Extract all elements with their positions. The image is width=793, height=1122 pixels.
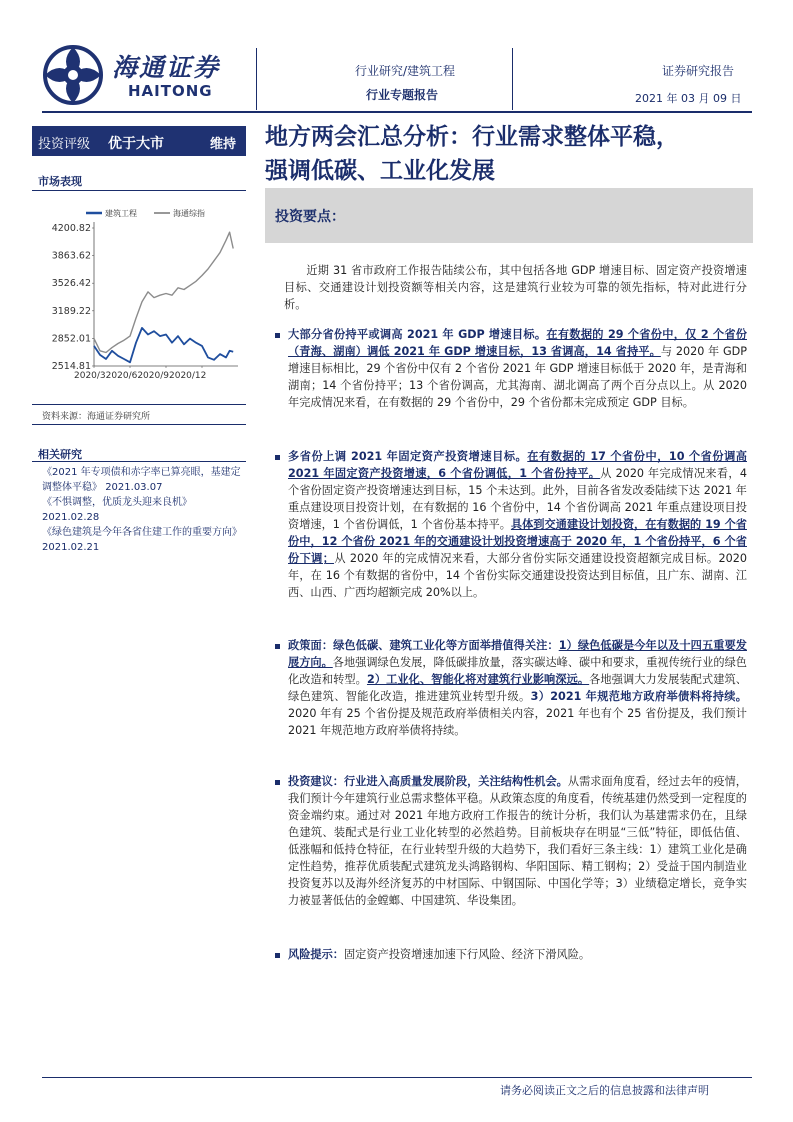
section-rule [32, 190, 246, 191]
bullet-highlight: 1）绿色低碳是今年以及十四五重要发展方向。 [288, 639, 747, 669]
chart-x-ticks [74, 366, 206, 381]
haitong-logo [42, 44, 252, 106]
bullet-heading: 风险提示： [288, 948, 344, 961]
footer-rule [42, 1077, 752, 1078]
related-item-date: 2021.03.07 [105, 482, 163, 493]
y-tick-label: 4200.82 [51, 223, 91, 234]
report-title [265, 120, 755, 188]
bullet-text: 各地强调大力发展装配式建筑、绿色建筑、智能化改造，推进建筑业转型升级。 [288, 673, 747, 703]
bullet-icon [275, 333, 280, 338]
doc-type: 证券研究报告 [662, 64, 735, 78]
rating-status: 维持 [210, 137, 237, 152]
bullet-icon [275, 953, 280, 958]
bullet-icon [275, 455, 280, 460]
header-divider [256, 48, 257, 110]
bullet-highlight: 2）工业化、智能化将对建筑行业影响深远。 [366, 673, 590, 686]
report-title-line: 地方两会汇总分析：行业需求整体平稳， [265, 124, 679, 150]
y-tick-label: 3863.62 [51, 250, 91, 262]
bullet-heading: 3）2021 年规范地方政府举债料将持续。 [530, 690, 747, 703]
bullet-icon [275, 780, 280, 785]
rating-value: 优于大市 [108, 136, 164, 152]
bullet-fixed-investment [288, 448, 747, 601]
logo-en-text: HAITONG [128, 82, 213, 100]
bullet-highlight: 具体到交通建设计划投资，在有数据的 19 个省份中，12 个省份 2021 年的交通建设计划投资增速高于 2020 年，1 个省份持平，6 个省份下调； [288, 518, 747, 565]
header-divider [512, 48, 513, 110]
market-performance-chart [38, 202, 248, 392]
bullet-highlight: 在有数据的 17 个省份中，10 个省份调高 2021 年固定资产投资增速，6 个省份调低，1 个省份持平。 [288, 450, 747, 480]
bullet-text: 从需求面角度看，经过去年的疫情，我们预计今年建筑行业总需求整体平稳。从政策态度的角度看，传统基建仍然受到一定程度的资金端约束。通过对 2021 年地方政府工作报告的统计分析，我们认为基建需求仍在，且绿色建筑、装配式是行业工业化转型的必然趋势。目前板块存在明显“三低”特征，即低估值、低涨幅和低持仓特征，在行业转型升级的大趋势下，我们看好三条主线：1）建筑工业化是确定性趋势，推荐优质装配式建筑龙头鸿路钢构、华阳国际、精工钢构；2）受益于国内制造业投资复苏以及海外经济复苏的中材国际、中钢国际、中国化学等；3）业绩稳定增长，竞争实力被显著低估的金螳螂、中国建筑、华设集团。 [288, 775, 747, 907]
y-tick-label: 3189.22 [51, 305, 91, 317]
logo-cn-text: 海通证券 [112, 53, 221, 82]
rating-bar [32, 126, 246, 156]
y-tick-label: 2514.81 [51, 361, 91, 372]
section-rule [32, 461, 246, 462]
bullet-heading: 多省份上调 2021 年固定资产投资增速目标。 [288, 450, 528, 463]
haitong-emblem-icon [42, 44, 104, 106]
legend-label: 建筑工程 [105, 209, 137, 218]
header-rule [42, 111, 752, 113]
footer-disclaimer: 请务必阅读正文之后的信息披露和法律声明 [500, 1084, 709, 1097]
report-date: 2021 年 03 月 09 日 [635, 92, 742, 105]
chart-legend [86, 208, 205, 218]
section-rule [32, 404, 246, 405]
related-item-title: 《绿色建筑是今年各省住建工作的重要方向》 [42, 527, 242, 538]
related-item-title: 《不惧调整，优质龙头迎来良机》 [42, 497, 192, 508]
bullet-risk [288, 946, 747, 963]
section-rule [32, 424, 246, 425]
intro-paragraph: 近期 31 省市政府工作报告陆续公布，其中包括各地 GDP 增速目标、固定资产投资增速目标、交通建设计划投资额等相关内容，这是建筑行业较为可靠的领先指标，特对此进行分析。 [284, 264, 747, 311]
bullet-heading: 投资建议：行业进入高质量发展阶段，关注结构性机会。 [288, 775, 568, 788]
bullet-investment-advice [288, 773, 747, 909]
related-item-title: 《2021 年专项债和赤字率已算亮眼，基建定调整体平稳》 [42, 467, 241, 493]
key-points-box [265, 188, 753, 243]
related-section-title: 相关研究 [38, 448, 82, 461]
x-tick-labels: 2020/32020/62020/92020/12 [74, 371, 207, 381]
key-points-label: 投资要点： [275, 209, 345, 225]
related-list [42, 465, 246, 555]
bullet-highlight: 在有数据的 29 个省份中，仅 2 个省份（青海、湖南）调低 2021 年 GDP 增速目标，13 省调高，14 省持平。 [288, 328, 747, 358]
bullet-icon [275, 644, 280, 649]
bullet-text: 从 2020 年完成情况来看，4 个省份固定资产投资增速达到目标，15 个未达到。此外，目前各省发改委陆续下达 2021 年重点建设项目投资计划，在有数据的 16 个省份中，14 个省份调高 2021 年重点建设项目投资增速，1 个省份调低，1 个省份基本持平。 [288, 467, 747, 531]
bullet-text: 从 2020 年的完成情况来看，大部分省份实际交通建设投资超额完成目标。2020 年，在 16 个有数据的省份中，14 个省份实际交通建设投资达到目标值，且广东、湖南、江西、山西、广西均超额完成 20%以上。 [288, 552, 747, 599]
bullet-text: 2020 年有 25 个省份提及规范政府举债相关内容，2021 年也有个 25 省份提及，我们预计 2021 年规范地方政府举债将持续。 [288, 707, 747, 737]
related-item[interactable] [42, 495, 246, 525]
chart-y-ticks [52, 223, 94, 372]
chart-source: 资料来源：海通证券研究所 [42, 412, 151, 422]
rating-label: 投资评级 [38, 137, 91, 152]
bullet-heading: 大部分省份持平或调高 2021 年 GDP 增速目标。 [288, 328, 547, 341]
bullet-heading: 政策面：绿色低碳、建筑工业化等方面举措值得关注： [288, 639, 559, 652]
related-item-date: 2021.02.28 [42, 512, 100, 523]
legend-label: 海通综指 [173, 209, 205, 218]
related-item[interactable] [42, 465, 246, 495]
y-tick-label: 2852.01 [51, 333, 91, 345]
bullet-text: 各地强调绿色发展，降低碳排放量，落实碳达峰、碳中和要求，重视传统行业的绿色化改造和转型。 [288, 656, 747, 686]
report-type: 行业专题报告 [366, 88, 439, 102]
report-title-line: 强调低碳、工业化发展 [265, 158, 495, 184]
market-section-title: 市场表现 [38, 175, 82, 188]
y-tick-label: 3526.42 [51, 278, 91, 290]
chart-lines [94, 232, 233, 362]
bullet-text: 固定资产投资增速加速下行风险、经济下滑风险。 [343, 948, 591, 961]
related-item-date: 2021.02.21 [42, 542, 100, 553]
bullet-policy [288, 637, 747, 739]
bullet-gdp [288, 326, 747, 411]
bullet-text: 与 2020 年 GDP 增速目标相比，29 个省份中仅有 2 个省份 2021 年 GDP 增速目标低于 2020 年，是青海和湖南；14 个省份持平；13 个省份调高，尤其海南、湖北调高了两个百分点以上。从 2020 年完成情况来看，在有数据的 29 个省份中，29 个省份都未完成预定 GDP 目标。 [288, 345, 747, 409]
report-category: 行业研究/建筑工程 [355, 64, 456, 78]
related-item[interactable] [42, 525, 246, 555]
